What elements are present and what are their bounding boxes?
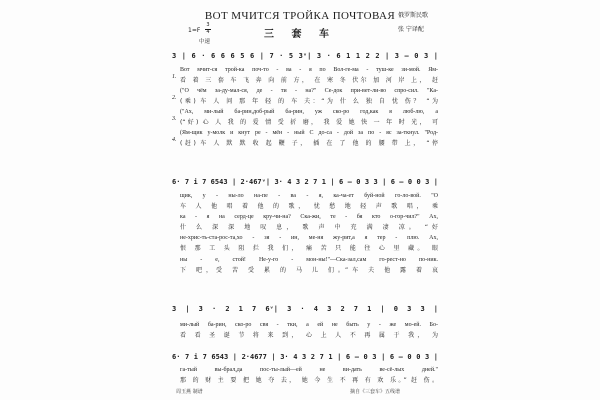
- lyric-russian: щик, у - ны-ло на-пе - ва - я, ка-ча-ет буй-ной го-ло-вой. "О: [180, 193, 438, 199]
- verse-number: 1.: [172, 74, 177, 80]
- time-signature: [205, 23, 211, 35]
- lyric-russian: ны - е, стой! Не-у-го - мон-ны!"—Ска-зал,сам го-рест-но по-ник.: [180, 257, 438, 263]
- lyric-russian: га-тый вы-брал,да пос-ты-лый—ей не ви-дать ве-сё-лых дней.": [180, 367, 438, 373]
- lyric-chinese: 什 么 深 深 地 叹 息， 歌 声 中 充 满 凄 凉。 “好: [180, 224, 438, 231]
- notation-line: 6· 7 i 7 6543 | 2·467ᵛ| 3· 4 3 2 7 1 | 6 — 0 3 3 | 6 — 0 0 3 |: [172, 178, 438, 186]
- lyric-chinese: (乘) 车 人 问 那 年 轻 的 车 夫：“为 什 么 独 自 忧 伤？ “为: [180, 98, 438, 105]
- lyric-chinese: 车 人 他 唱 着 他 的 歌， 忧 愁 地 轻 声 歌 唱， 乘: [180, 203, 438, 210]
- time-signature-bottom: 4: [206, 29, 210, 35]
- lyric-russian: не-хрис-ть-ста-рос-та,хо - зя - ин, ме-ня жу-рит,а я тер - плю. Ах,: [180, 235, 438, 241]
- lyric-chinese: 看 看 圣 诞 节 将 来 到， 心 上 人 不 再 属 于 我， 为: [180, 332, 438, 339]
- song-title: ВОТ МЧИТСЯ ТРОЙКА ПОЧТОВАЯ: [204, 10, 396, 22]
- lyric-chinese: 下 吧，受 苦 受 累 的 马 儿 们。”车 夫 他 露 着 哀: [180, 267, 438, 274]
- lyric-russian: ("Ах, ми-лый ба-рин,доб-рый ба-рин, уж ско-ро год,как я люб-лю, а: [180, 109, 438, 115]
- lyric-russian: ми-лый ба-рин, ско-ро свя - тки, а ей не быть у - же мо-ей. Бо-: [180, 322, 438, 328]
- lyric-russian: ("О чём за-ду-мал-ся, де - ти - на?" Се-док при-вет-ли-во спро-сил. "Ка-: [180, 88, 438, 94]
- song-origin: 俄罗斯民歌: [398, 12, 429, 19]
- lyric-chinese: (赶) 车 人 默 默 收 起 鞭 子， 插 在 了 他 的 腰 带 上， “停: [180, 140, 438, 147]
- song-subtitle: 三 套 车: [264, 29, 336, 40]
- verse-number: 2.: [172, 95, 177, 101]
- lyric-chinese: (“好) 心 人 我 的 爱 情 受 折 磨， 我 爱 她 快 一 年 时 光， 可: [180, 119, 438, 126]
- translator-credit: 张 宁译配: [398, 26, 424, 33]
- lyric-russian: (Ям-щик у-молк и кнут ре - мён - ный С до-са - дой за по - яс за-ткнул. "Род-: [180, 130, 438, 136]
- key-signature: 1=F: [188, 27, 201, 34]
- notation-line: 3 | 3 · 2 1 7 6ᵛ| 3 · 4 3 2 7 1 | 0 3 3 |: [172, 305, 438, 313]
- notation-line: 6· 7 i 7 6543 | 2·4677 | 3· 4 3 2 7 1 | 6 — 0 3 | 6 — 0 0 3 |: [172, 353, 438, 361]
- lyric-russian: Вот мчит-ся трой-ка поч-то - ва - я по Вол-ге-ма - туш-ке зи-мой. Ям-: [180, 67, 438, 73]
- lyric-russian: ка - я на серд-це кру-чи-на? Ска-жи, те - бя кто о-гор-чил?" Ах,: [180, 214, 438, 220]
- verse-number: 4.: [172, 137, 177, 143]
- verse-number: 3.: [172, 116, 177, 122]
- footer-source: 摘自《三套车》五线谱: [350, 389, 401, 395]
- tempo-marking: 中速: [199, 39, 211, 45]
- lyric-chinese: 看 着 三 套 车 飞 奔 向 前 方， 在 寒 冬 伏尔 加 河 岸 上， 赶: [180, 77, 438, 84]
- notation-line: 3 | 6 · 6 6 6 5 6 | 7 · 5 3ᵛ| 3 · 6 1 1 2 2 | 3 — 0 3 |: [172, 52, 438, 60]
- footer-credit: 周玉燕 制谱: [176, 389, 203, 395]
- lyric-chinese: 那 的 财 主 要 把 她 夺 去， 她 今 生 不 再 有 欢 乐。” 赶 伤。: [180, 377, 438, 384]
- time-signature-top: 3: [206, 22, 210, 28]
- lyric-chinese: 恨 那 工 头 阻 拦 我 们， 痛 苦 只 能 往 心 里 藏。 眼: [180, 245, 438, 252]
